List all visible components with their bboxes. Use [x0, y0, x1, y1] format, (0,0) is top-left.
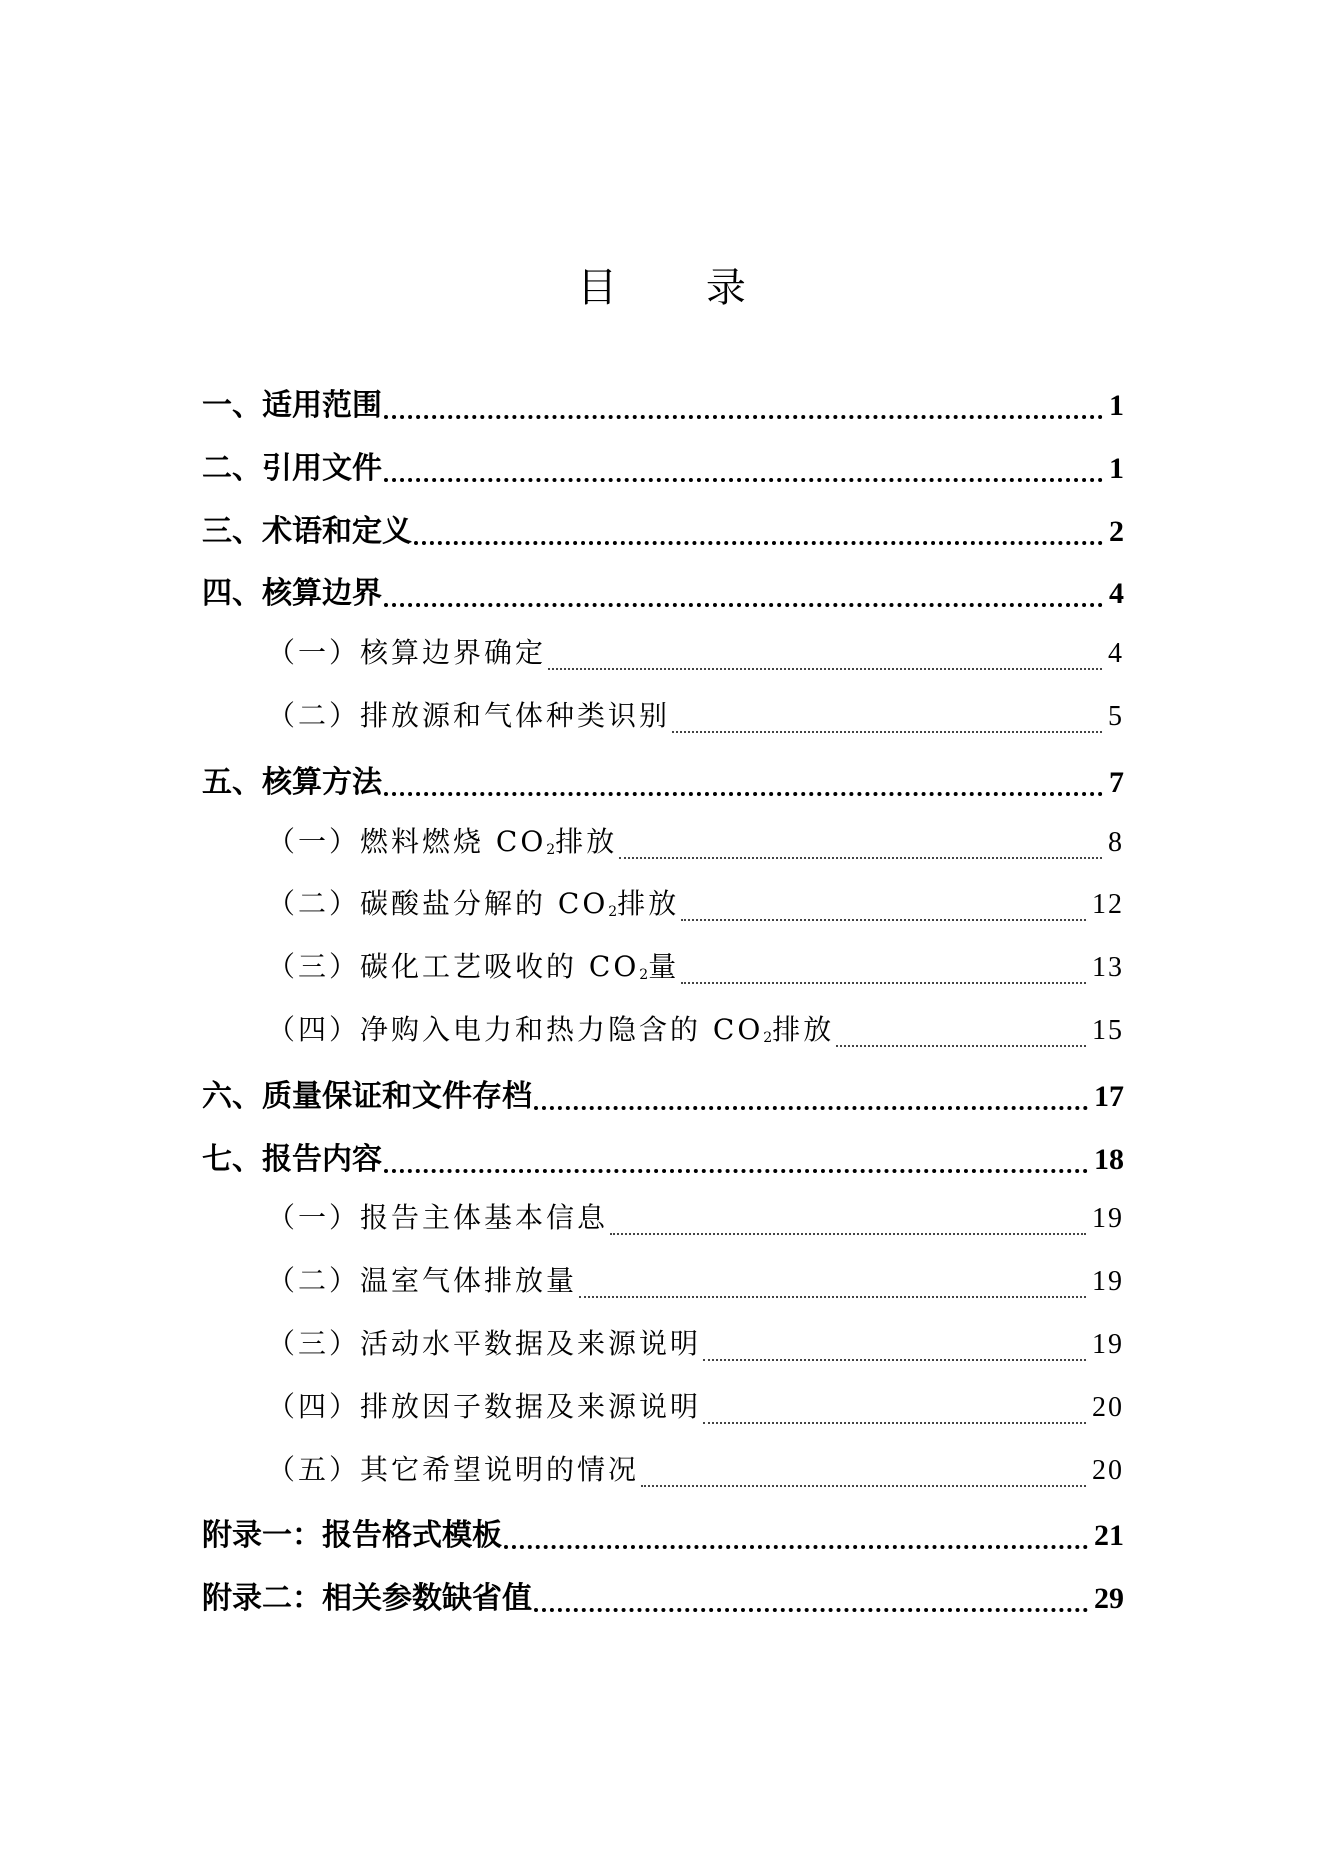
dot-leader [672, 731, 1102, 733]
toc-entry-label: （一）报告主体基本信息 [267, 1201, 609, 1235]
toc-entry-label: （五）其它希望说明的情况 [267, 1452, 640, 1486]
toc-entry[interactable] [202, 1259, 1124, 1307]
toc-page-number: 7 [1109, 765, 1124, 799]
page-title: 目 录 [577, 265, 784, 311]
toc-entry[interactable] [202, 380, 1124, 428]
toc-entry-label: （四）排放因子数据及来源说明 [267, 1389, 702, 1423]
dot-leader [579, 1296, 1086, 1298]
toc-entry[interactable] [202, 694, 1124, 742]
subscript: 2 [763, 1030, 773, 1046]
toc-entry[interactable] [202, 1071, 1124, 1119]
toc-page-number: 1 [1109, 451, 1124, 485]
dot-leader [414, 541, 1103, 545]
toc-page-number: 5 [1108, 701, 1124, 732]
toc-entry[interactable] [202, 506, 1124, 554]
dot-leader [548, 668, 1102, 670]
subscript: 2 [546, 841, 556, 858]
toc-entry-label: 五、核算方法 [202, 764, 382, 800]
dot-leader [681, 982, 1086, 984]
toc-page-number: 17 [1094, 1079, 1124, 1113]
dot-leader [619, 857, 1102, 859]
dot-leader [384, 792, 1103, 796]
toc-entry-label: 四、核算边界 [202, 576, 382, 612]
toc-entry-label: （二）碳酸盐分解的 $CO_2$排放 [267, 887, 680, 921]
toc-entry[interactable] [202, 820, 1124, 868]
dot-leader [534, 1106, 1088, 1110]
toc-entry-label: （二）排放源和气体种类识别 [267, 699, 671, 732]
toc-entry[interactable] [202, 1573, 1124, 1621]
toc-entry-label: 三、术语和定义 [202, 513, 412, 549]
toc-entry-label: 七、报告内容 [202, 1141, 382, 1177]
toc-page-number: 19 [1092, 1329, 1124, 1360]
dot-leader [504, 1545, 1088, 1549]
toc-entry[interactable] [202, 757, 1124, 805]
toc-page-number: 20 [1092, 1454, 1124, 1486]
dot-leader [534, 1608, 1088, 1612]
toc-entry-label: 附录二：相关参数缺省值 [202, 1581, 532, 1617]
toc-page-number: 12 [1092, 889, 1124, 921]
toc-entry[interactable] [202, 1134, 1124, 1182]
toc-entry[interactable] [202, 945, 1124, 993]
toc-entry-label: 六、质量保证和文件存档 [202, 1078, 532, 1114]
toc-page-number: 21 [1094, 1519, 1124, 1553]
toc-entry[interactable] [202, 1385, 1124, 1433]
toc-page-number: 8 [1108, 826, 1124, 858]
toc-entry-label: （三）活动水平数据及来源说明 [267, 1327, 702, 1360]
dot-leader [384, 415, 1103, 419]
toc-entry-label: （三）碳化工艺吸收的 $CO_2$量 [267, 950, 680, 984]
dot-leader [681, 919, 1086, 921]
dot-leader [384, 478, 1103, 482]
toc-entry-label: 一、适用范围 [202, 388, 382, 423]
toc-page-number: 4 [1108, 638, 1124, 670]
dot-leader [641, 1485, 1086, 1487]
toc-entry-label: （一）核算边界确定 [267, 636, 547, 670]
toc-page-number: 19 [1092, 1266, 1124, 1298]
toc-page-number: 19 [1092, 1203, 1124, 1235]
toc-entry[interactable] [202, 882, 1124, 930]
toc-page-number: 18 [1094, 1142, 1124, 1176]
toc-entry[interactable] [202, 1322, 1124, 1370]
toc-page-number: 29 [1094, 1582, 1124, 1616]
dot-leader [610, 1233, 1086, 1235]
subscript: 2 [608, 904, 618, 921]
toc-page-number: 15 [1092, 1015, 1124, 1046]
toc-entry-label: （二）温室气体排放量 [267, 1264, 578, 1298]
toc-page-number: 2 [1109, 514, 1124, 548]
toc-entry[interactable] [202, 1008, 1124, 1056]
toc-entry[interactable] [202, 1196, 1124, 1244]
dot-leader [703, 1422, 1086, 1424]
toc-page-number: 1 [1109, 389, 1124, 422]
toc-page-number: 4 [1109, 577, 1124, 611]
toc-entry-label: （四）净购入电力和热力隐含的 $CO_2$排放 [267, 1013, 835, 1046]
dot-leader [836, 1045, 1086, 1047]
toc-entry[interactable] [202, 631, 1124, 679]
toc-entry[interactable] [202, 1448, 1124, 1496]
dot-leader [384, 1169, 1088, 1173]
dot-leader [703, 1359, 1086, 1361]
toc-entry[interactable] [202, 1510, 1124, 1558]
toc-page-number: 13 [1092, 952, 1124, 984]
dot-leader [384, 603, 1103, 607]
toc-entry-label: （一）燃料燃烧 $CO_2$排放 [267, 824, 618, 858]
toc-entry-label: 二、引用文件 [202, 450, 382, 486]
toc-entry-label: 附录一：报告格式模板 [202, 1518, 502, 1554]
toc-page-number: 20 [1092, 1391, 1124, 1423]
toc-entry[interactable] [202, 443, 1124, 491]
subscript: 2 [639, 967, 649, 984]
toc-entry[interactable] [202, 568, 1124, 616]
